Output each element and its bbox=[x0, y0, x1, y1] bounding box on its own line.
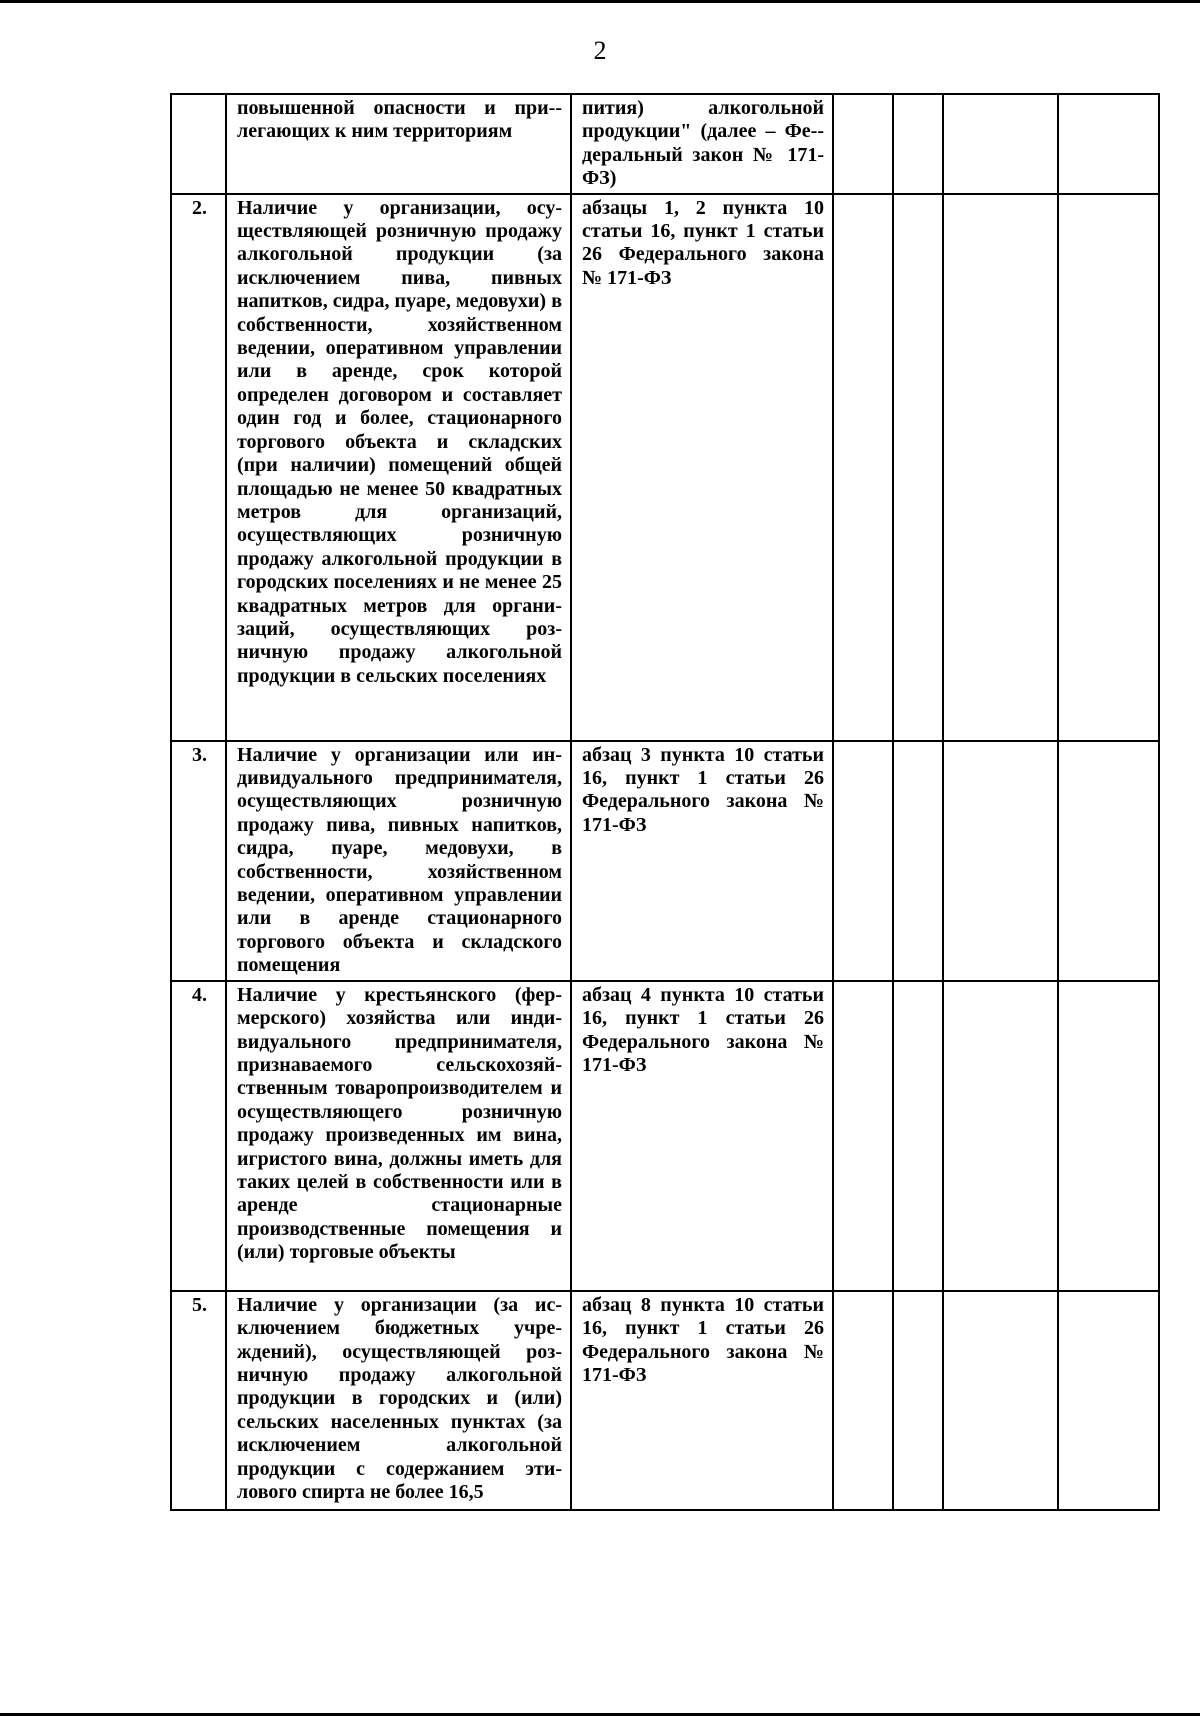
row-number: 2. bbox=[171, 194, 226, 741]
legal-reference-cell: абзацы 1, 2 пункта 10 статьи 16, пункт 1 статьи 26 Федерального закона № 171-ФЗ bbox=[571, 194, 833, 741]
note-cell bbox=[1058, 741, 1159, 981]
scan-border-top bbox=[0, 0, 1200, 3]
answer-cell-yes bbox=[833, 1291, 893, 1510]
requirement-cell: Наличие у организации (за исключением бюджетных учреждений), осуществляющей розничную продажу алкогольной продукции в городских и (или) сельских населенных пунктах (за исключением алкогольной продукции с содержанием этилового спирта не более 16,5 bbox=[226, 1291, 571, 1510]
answer-cell-no bbox=[893, 1291, 943, 1510]
legal-reference-cell: абзац 3 пункта 10 статьи 16, пункт 1 статьи 26 Федерального закона № 171-ФЗ bbox=[571, 741, 833, 981]
answer-cell-no bbox=[893, 194, 943, 741]
table-row bbox=[171, 981, 1159, 1291]
table-row bbox=[171, 741, 1159, 981]
answer-cell-no bbox=[893, 741, 943, 981]
row-number: 5. bbox=[171, 1291, 226, 1510]
row-number: 4. bbox=[171, 981, 226, 1291]
requirement-cell: Наличие у организации или индивидуального предпринимателя, осуществляющих розничную продажу пива, пивных напитков, сидра, пуаре, медовухи, в собственности, хозяйственном ведении, оперативном управлении или в аренде стационарного торгового объекта и складского помещения bbox=[226, 741, 571, 981]
legal-reference-cell: абзац 8 пункта 10 статьи 16, пункт 1 статьи 26 Федерального закона № 171-ФЗ bbox=[571, 1291, 833, 1510]
answer-cell-no bbox=[893, 981, 943, 1291]
answer-cell-na bbox=[943, 741, 1058, 981]
note-cell bbox=[1058, 94, 1159, 194]
table-row bbox=[171, 94, 1159, 194]
row-number: 3. bbox=[171, 741, 226, 981]
row-number bbox=[171, 94, 226, 194]
legal-reference-cell: пития) алкогольной продукции" (далее – Фе-деральный закон № 171-ФЗ) bbox=[571, 94, 833, 194]
note-cell bbox=[1058, 981, 1159, 1291]
answer-cell-yes bbox=[833, 194, 893, 741]
answer-cell-na bbox=[943, 94, 1058, 194]
answer-cell-na bbox=[943, 1291, 1058, 1510]
requirement-cell: Наличие у крестьянского (фермерского) хозяйства или индивидуального предпринимателя, признаваемого сельскохозяйственным товаропроизводителем и осуществляющего розничную продажу произведенных им вина, игристого вина, должны иметь для таких целей в собственности или в аренде стационарные производственные помещения и (или) торговые объекты bbox=[226, 981, 571, 1291]
answer-cell-na bbox=[943, 194, 1058, 741]
requirement-cell: повышенной опасности и при-легающих к ним территориям bbox=[226, 94, 571, 194]
table-row bbox=[171, 194, 1159, 741]
note-cell bbox=[1058, 1291, 1159, 1510]
answer-cell-yes bbox=[833, 94, 893, 194]
note-cell bbox=[1058, 194, 1159, 741]
answer-cell-yes bbox=[833, 741, 893, 981]
table-row bbox=[171, 1291, 1159, 1510]
answer-cell-yes bbox=[833, 981, 893, 1291]
checklist-table bbox=[170, 93, 1160, 1511]
page-number: 2 bbox=[593, 36, 607, 65]
requirement-cell: Наличие у организации, осуществляющей розничную продажу алкогольной продукции (за исключением пива, пивных напитков, сидра, пуаре, медовухи) в собственности, хозяйственном ведении, оперативном управлении или в аренде, срок которой определен договором и составляет один год и более, стационарного торгового объекта и складских (при наличии) помещений общей площадью не менее 50 квадратных метров для организаций, осуществляющих розничную продажу алкогольной продукции в городских поселениях и не менее 25 квадратных метров для организаций, осуществляющих розничную продажу алкогольной продукции в сельских поселениях bbox=[226, 194, 571, 741]
answer-cell-no bbox=[893, 94, 943, 194]
scan-border-bottom bbox=[0, 1713, 1200, 1716]
answer-cell-na bbox=[943, 981, 1058, 1291]
legal-reference-cell: абзац 4 пункта 10 статьи 16, пункт 1 статьи 26 Федерального закона № 171-ФЗ bbox=[571, 981, 833, 1291]
